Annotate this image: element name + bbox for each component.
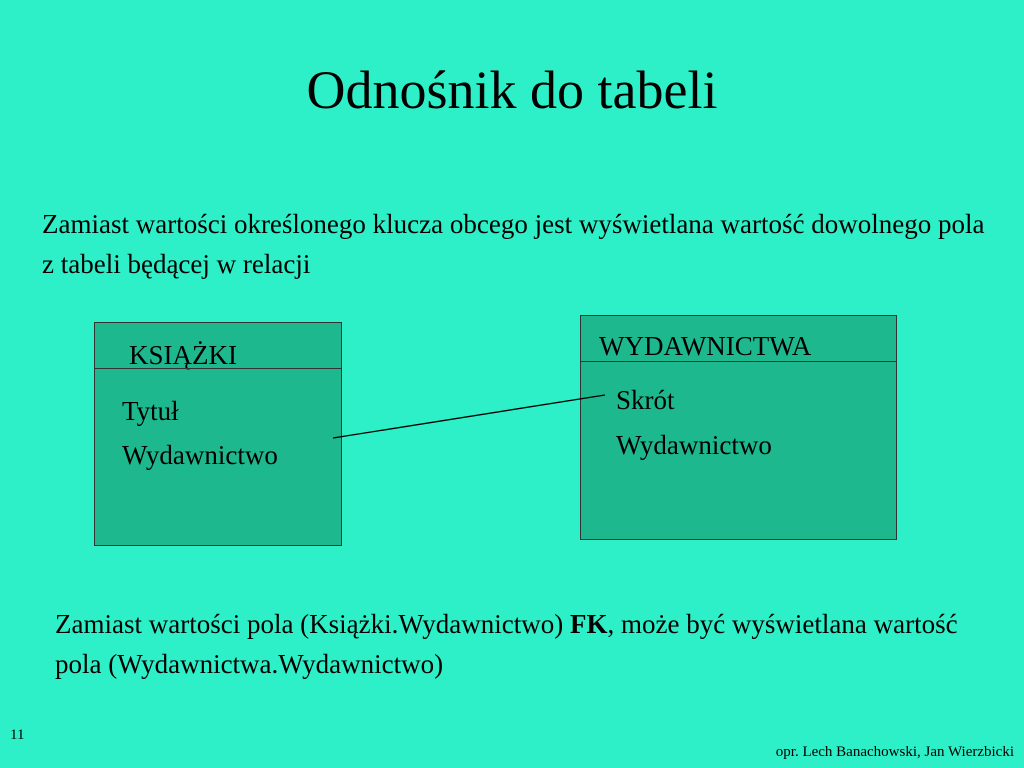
explanation-paragraph xyxy=(55,604,995,684)
table-ksiazki-name: KSIĄŻKI xyxy=(129,340,237,370)
fk-label: FK xyxy=(569,609,608,639)
page-number: 11 xyxy=(10,727,25,743)
slide-title: Odnośnik do tabeli xyxy=(306,60,718,120)
table-wydawnictwa-name: WYDAWNICTWA xyxy=(599,331,812,361)
table-ksiazki-field: Tytuł xyxy=(122,396,179,426)
table-ksiazki-field: Wydawnictwo xyxy=(122,440,278,470)
description-paragraph: Zamiast wartości określonego klucza obcego jest wyświetlana wartość dowolnego pola z tabeli będącej w relacji xyxy=(42,209,985,279)
explanation-text-end: , może być wyświetlana wartość pola (Wydawnictwa.Wydawnictwo) xyxy=(55,609,958,679)
table-wydawnictwa-field: Wydawnictwo xyxy=(616,430,772,460)
footer-authors: opr. Lech Banachowski, Jan Wierzbicki xyxy=(775,744,1014,760)
table-wydawnictwa-field: Skrót xyxy=(616,385,675,415)
relation-line xyxy=(333,395,605,438)
explanation-text-start: Zamiast wartości pola (Książki.Wydawnictwo) xyxy=(55,609,570,639)
